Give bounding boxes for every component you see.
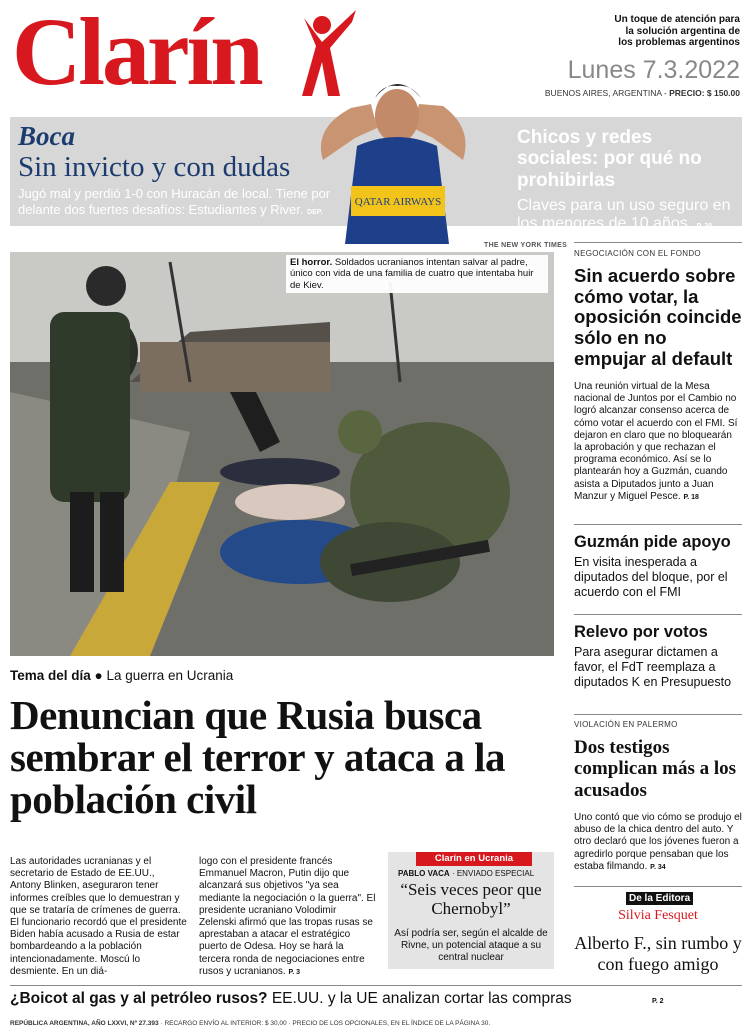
editora-tag: De la Editora (626, 892, 693, 905)
boca-player-photo (293, 68, 493, 244)
dateline: BUENOS AIRES, ARGENTINA - PRECIO: $ 150.00 (544, 88, 740, 98)
s2-title[interactable]: Guzmán pide apoyo (574, 533, 731, 551)
s1-label: NEGOCIACIÓN CON EL FONDO (574, 249, 701, 258)
s4-title[interactable]: Dos testigos complican más a los acusados (574, 737, 737, 801)
clarin-logo[interactable]: Clarín (12, 0, 261, 105)
s1-title[interactable]: Sin acuerdo sobre cómo votar, la oposición coincide sólo en no empujar al default (574, 265, 742, 369)
special-quote[interactable]: “Seis veces peor que Chernobyl” (400, 880, 542, 918)
boca-kicker: Boca (18, 121, 75, 151)
bottom-divider (10, 985, 742, 986)
slogan: Un toque de atención para la solución argentina de los problemas argentinos (614, 14, 740, 48)
redes-page: P. 38 (696, 223, 713, 231)
right-divider-3 (574, 614, 742, 615)
s4-label: VIOLACIÓN EN PALERMO (574, 720, 678, 729)
editora-title[interactable]: Alberto F., sin rumbo y con fuego amigo (574, 933, 742, 974)
s2-text: En visita inesperada a diputados del bloque, por el acuerdo con el FMI (574, 555, 728, 599)
right-divider-5 (574, 886, 742, 887)
price: PRECIO: $ 150.00 (669, 88, 740, 98)
main-page: P. 3 (288, 968, 301, 976)
issue-date: Lunes 7.3.2022 (567, 56, 740, 84)
special-text: Así podría ser, según el alcalde de Rivne, un potencial ataque a su central nuclear (394, 928, 548, 963)
right-divider-1 (574, 242, 742, 243)
main-photo (10, 252, 554, 656)
ucrania-tag: Clarín en Ucrania (416, 852, 532, 866)
bottom-teaser[interactable]: ¿Boicot al gas y al petróleo rusos? EE.UU. y la UE analizan cortar las compras (10, 990, 572, 1007)
s4-text: Uno contó que vio cómo se produjo el abuso de la chica dentro del auto. Y otro declaró que los jóvenes fueron a agredirlo porque pensaban que los estaba filmando. P. 34 (574, 812, 742, 872)
photo-caption: El horror. Soldados ucranianos intentan salvar al padre, único con vida de una familia de cuatro que intentaba huir de Kiev. (286, 255, 548, 293)
main-col-1: Las autoridades ucranianas y el secretario de Estado de EE.UU., Antony Blinken, aseguraron tener informes creíbles que lo demuestran y que se trataría de crímenes de guerra. El funcionario recordó que el presidente Biden había acusado a Rusia de estar bombardeando a la población intencionadamente. Moscú lo desmiente. En un diá- (10, 856, 187, 977)
s3-title[interactable]: Relevo por votos (574, 623, 708, 641)
main-headline[interactable]: Denuncian que Rusia busca sembrar el terror y ataca a la población civil (10, 692, 506, 823)
tema-del-dia[interactable]: Tema del día ● La guerra en Ucrania (10, 668, 234, 683)
s1-text: Una reunión virtual de la Mesa nacional de Juntos por el Cambio no logró alcanzar consenso acerca de cómo votar el acuerdo con el FMI. Sí dejaron en claro que no bloquearán la aprobación y que rechazan el programa económico. Así se lo plantearán hoy a Guzmán, cuando asista a Diputados junto a Juan Manzur y Miguel Pesce. P. 18 (574, 381, 738, 502)
photo-credit: THE NEW YORK TIMES (484, 242, 568, 249)
redes-text: Claves para un uso seguro en los menores de 10 años. P. 38 (517, 196, 731, 233)
redes-title[interactable]: Chicos y redes sociales: por qué no prohibirlas (517, 127, 702, 191)
footer: REPÚBLICA ARGENTINA, AÑO LXXVI, Nº 27.393 · RECARGO ENVÍO AL INTERIOR: $ 30,00 · PRECIO DE LOS OPCIONALES, EN EL ÍNDICE DE LA PÁGINA 30. (10, 1020, 491, 1027)
boca-teaser[interactable] (18, 123, 338, 218)
right-divider-2 (574, 524, 742, 525)
editora-author: Silvia Fesquet (618, 908, 698, 923)
shirt-sponsor: QATAR AIRWAYS (354, 196, 442, 208)
right-divider-4 (574, 714, 742, 715)
boca-text: Jugó mal y perdió 1-0 con Huracán de local. Tiene por delante dos fuertes desafíos: Estudiantes y River. DEP. (18, 186, 331, 218)
main-body (10, 856, 376, 978)
special-author: PABLO VACA · ENVIADO ESPECIAL (398, 869, 535, 878)
main-col-2: logo con el presidente francés Emmanuel Macron, Putin dijo que alcanzará sus objetivos "ya sea mediante la negociación o la guerra". El presidente ucraniano Volodimir Zelenski afirmó que las tropas rusas se aprestaban a atacar el estratégico puerto de Odesa. Hoy se hará la tercera ronda de negociaciones entre rusos y ucranianos. P. 3 (199, 856, 376, 977)
s3-text: Para asegurar dictamen a favor, el FdT reemplaza a diputados K en Presupuesto (574, 645, 732, 689)
location: BUENOS AIRES, ARGENTINA (544, 88, 662, 98)
redes-teaser[interactable] (517, 127, 737, 234)
boca-page: DEP. (307, 209, 323, 217)
editora-page: P. 2 (652, 998, 664, 1005)
ucrania-box[interactable] (388, 852, 554, 969)
boca-title[interactable]: Sin invicto y con dudas (18, 151, 291, 183)
